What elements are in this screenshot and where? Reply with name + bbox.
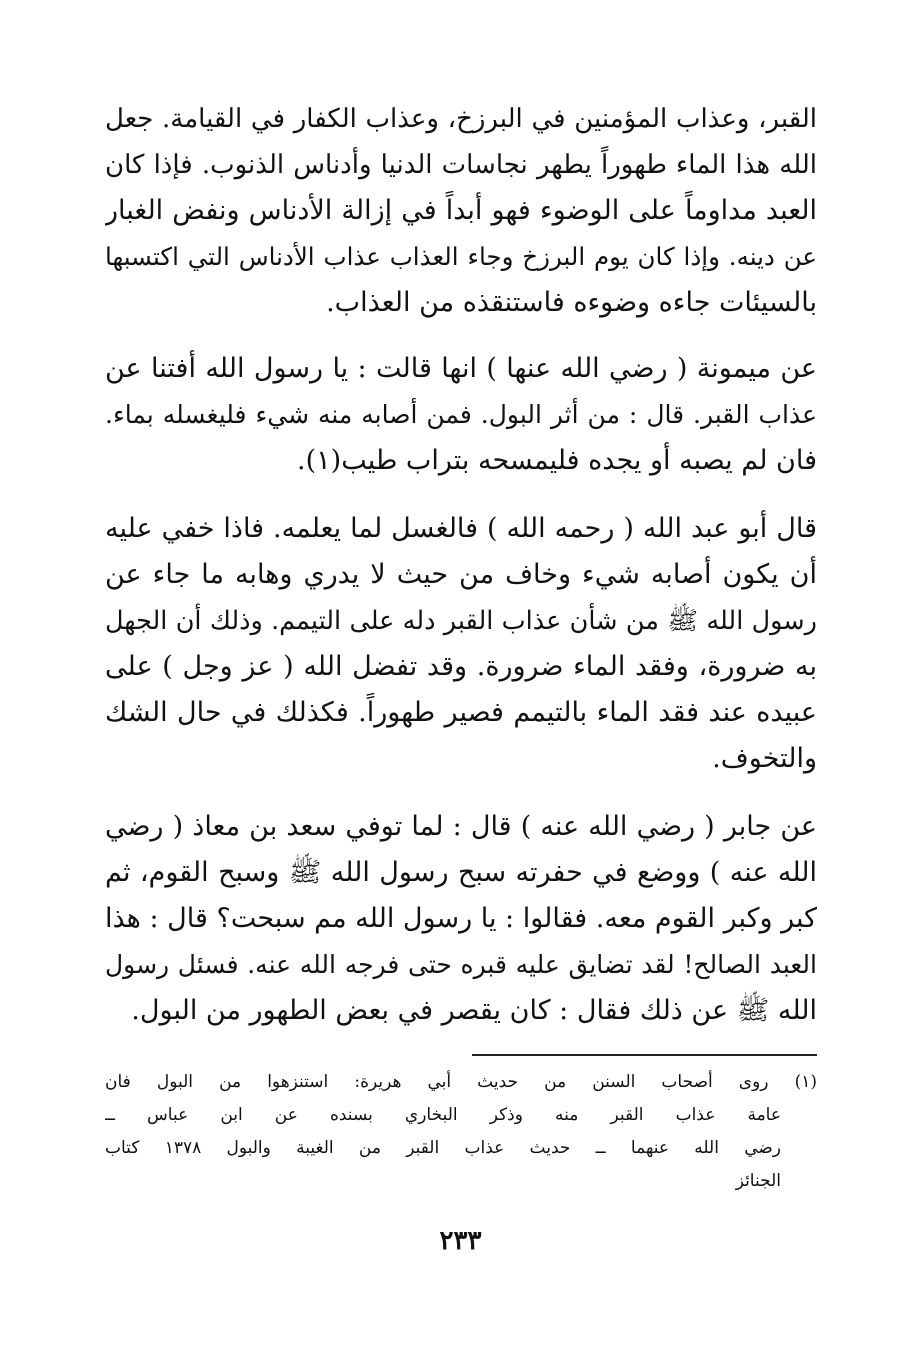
footnote-line: رضي الله عنهما ــ حديث عذاب القبر من الغيبة والبول ١٣٧٨ كتاب [105, 1138, 782, 1158]
paragraph-4 [105, 804, 817, 1034]
text-line: فان لم يصبه أو يجده فليمسحه بتراب طيب(١). [297, 445, 817, 476]
text-line: العبد مداوماً على الوضوء فهو أبداً في إزالة الأدناس ونفض الغبار [105, 195, 817, 226]
text-line: الله هذا الماء طهوراً يطهر نجاسات الدنيا وأدناس الذنوب. فإذا كان [105, 150, 817, 180]
text-line: به ضرورة، وفقد الماء ضرورة. وقد تفضل الله ( عز وجل ) على [105, 651, 817, 682]
text-line: رسول الله ﷺ من شأن عذاب القبر دله على التيمم. وذلك أن الجهل [105, 606, 817, 636]
paragraph-3 [105, 506, 817, 782]
footnote [105, 1066, 817, 1198]
text-line: الله ﷺ عن ذلك فقال : كان يقصر في بعض الطهور من البول. [131, 995, 817, 1026]
text-line: كبر وكبر القوم معه. فقالوا : يا رسول الله مم سبحت؟ قال : هذا [105, 903, 817, 934]
page-number: ٢٣٣ [439, 1226, 482, 1256]
footnote-line: عامة عذاب القبر منه وذكر البخاري بسنده عن ابن عباس ــ [105, 1105, 781, 1125]
paragraph-2 [105, 346, 817, 484]
text-line: الله عنه ) ووضع في حفرته سبح رسول الله ﷺ وسبح القوم، ثم [105, 857, 817, 888]
footnote-divider [472, 1054, 817, 1056]
text-line: بالسيئات جاءه وضوءه فاستنقذه من العذاب. [326, 287, 817, 318]
text-line: عذاب القبر. قال : من أثر البول. فمن أصابه منه شيء فليغسله بماء. [105, 400, 817, 429]
text-line: قال أبو عبد الله ( رحمه الله ) فالغسل لما يعلمه. فاذا خفي عليه [105, 513, 817, 544]
footnote-line: (١) روى أصحاب السنن من حديث أبي هريرة: استنزهوا من البول فان [105, 1072, 817, 1092]
main-text [105, 96, 817, 1034]
text-line: عن دينه. وإذا كان يوم البرزخ وجاء العذاب عذاب الأدناس التي اكتسبها [105, 242, 817, 271]
text-line: أن يكون أصابه شيء وخاف من حيث لا يدري وهابه ما جاء عن [105, 559, 817, 590]
text-line: عن جابر ( رضي الله عنه ) قال : لما توفي سعد بن معاذ ( رضي [105, 811, 817, 842]
text-line: القبر، وعذاب المؤمنين في البرزخ، وعذاب الكفار في القيامة. جعل [105, 104, 817, 134]
text-line: عن ميمونة ( رضي الله عنها ) انها قالت : يا رسول الله أفتنا عن [105, 353, 817, 384]
text-line: والتخوف. [712, 743, 817, 774]
text-line: العبد الصالح! لقد تضايق عليه قبره حتى فرجه الله عنه. فسئل رسول [105, 950, 817, 979]
paragraph-1 [105, 96, 817, 326]
footnote-line: الجنائز [735, 1171, 781, 1191]
text-line: عبيده عند فقد الماء بالتيمم فصير طهوراً. فكذلك في حال الشك [105, 697, 817, 728]
